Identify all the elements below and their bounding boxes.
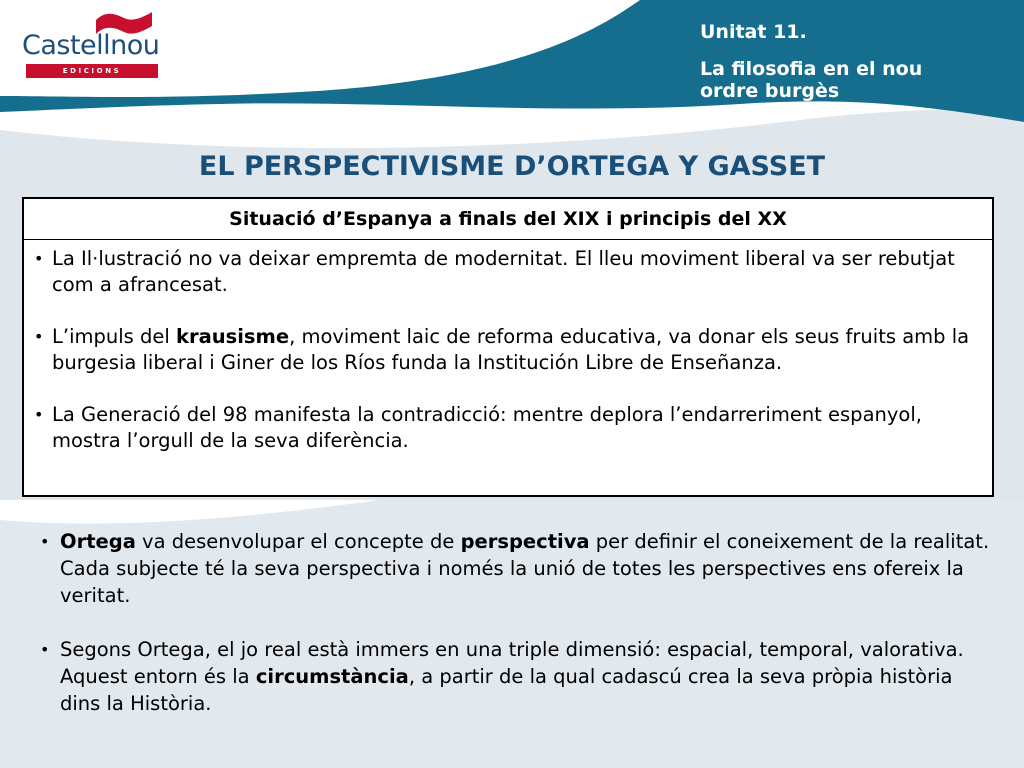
header-info xyxy=(700,20,1010,102)
keyword: krausisme xyxy=(175,325,290,348)
ortega-notes xyxy=(36,528,996,717)
slide-title: EL PERSPECTIVISME D’ORTEGA Y GASSET xyxy=(198,151,826,182)
list-item: • Ortega va desenvolupar el concepte de perspectiva per definir el coneixement de la realitat. Cada subjecte té la seva perspectiva i només la unió de totes les perspectives ens ofereix la veritat. xyxy=(36,528,996,609)
unit-subtitle-line1: La filosofia en el nou xyxy=(700,58,923,80)
keyword: circumstància xyxy=(255,665,409,688)
keyword: perspectiva xyxy=(460,530,590,553)
logo-name: Castellnou xyxy=(22,30,160,61)
list-item: • La Il·lustració no va deixar empremta de modernitat. El lleu moviment liberal va ser rebutjat com a afrancesat. xyxy=(32,246,974,298)
logo-subtitle: EDICIONS xyxy=(26,64,158,78)
context-box xyxy=(22,197,994,497)
ortega-bullet-list xyxy=(36,528,996,717)
unit-subtitle xyxy=(700,58,1010,102)
unit-subtitle-line2: ordre burgès xyxy=(700,80,840,102)
list-item: • La Generació del 98 manifesta la contradicció: mentre deplora l’endarreriment espanyol, mostra l’orgull de la seva diferència. xyxy=(32,402,974,454)
unit-label: Unitat 11. xyxy=(700,21,807,43)
list-item: • L’impuls del krausisme, moviment laic de reforma educativa, va donar els seus fruits amb la burgesia liberal i Giner de los Ríos funda la Institución Libre de Enseñanza. xyxy=(32,324,974,376)
context-bullet-list xyxy=(24,246,992,454)
keyword: Ortega xyxy=(60,530,136,553)
list-item: • Segons Ortega, el jo real està immers en una triple dimensió: espacial, temporal, valorativa. Aquest entorn és la circumstància, a partir de la qual cadascú crea la seva pròpia història dins la Història. xyxy=(36,636,996,717)
context-box-heading: Situació d’Espanya a finals del XIX i principis del XX xyxy=(24,199,992,240)
castellnou-logo xyxy=(22,10,162,78)
